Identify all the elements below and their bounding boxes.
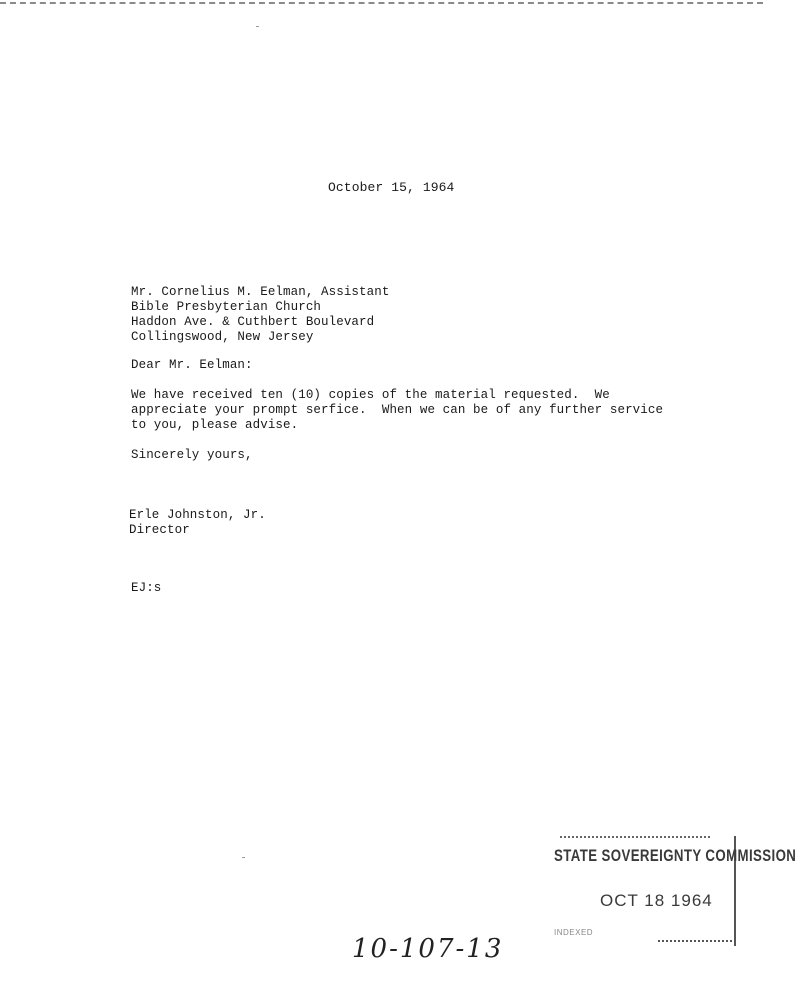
letter-date: October 15, 1964	[328, 180, 455, 195]
address-line: Haddon Ave. & Cuthbert Boulevard	[131, 315, 375, 329]
address-line: Mr. Cornelius M. Eelman, Assistant	[131, 285, 390, 299]
body-line: to you, please advise.	[131, 418, 299, 432]
address-line: Bible Presbyterian Church	[131, 300, 322, 314]
closing: Sincerely yours,	[131, 448, 253, 462]
salutation: Dear Mr. Eelman:	[131, 358, 253, 372]
address-line: Collingswood, New Jersey	[131, 330, 314, 344]
typist-initials: EJ:s	[131, 581, 162, 595]
stamp-date: OCT 18 1964	[600, 891, 713, 910]
signature-title: Director	[129, 523, 190, 537]
letter-body	[131, 388, 663, 433]
recipient-address	[131, 285, 389, 345]
scan-speck	[242, 857, 245, 858]
stamp-indexed-label: INDEXED	[554, 928, 594, 937]
body-line: appreciate your prompt serfice. When we can be of any further service	[131, 403, 664, 417]
stamp-border	[560, 836, 710, 838]
signature-name: Erle Johnston, Jr.	[129, 508, 266, 522]
stamp-indexed-line	[658, 940, 732, 942]
received-stamp	[546, 836, 796, 944]
page-top-border	[0, 2, 763, 4]
body-line: We have received ten (10) copies of the material requested. We	[131, 388, 610, 402]
scan-speck	[256, 26, 259, 27]
signature-block	[129, 508, 266, 538]
handwritten-file-number: 10-107-13	[352, 934, 504, 964]
stamp-title: STATE SOVEREIGNTY COMMISSION	[554, 846, 796, 865]
